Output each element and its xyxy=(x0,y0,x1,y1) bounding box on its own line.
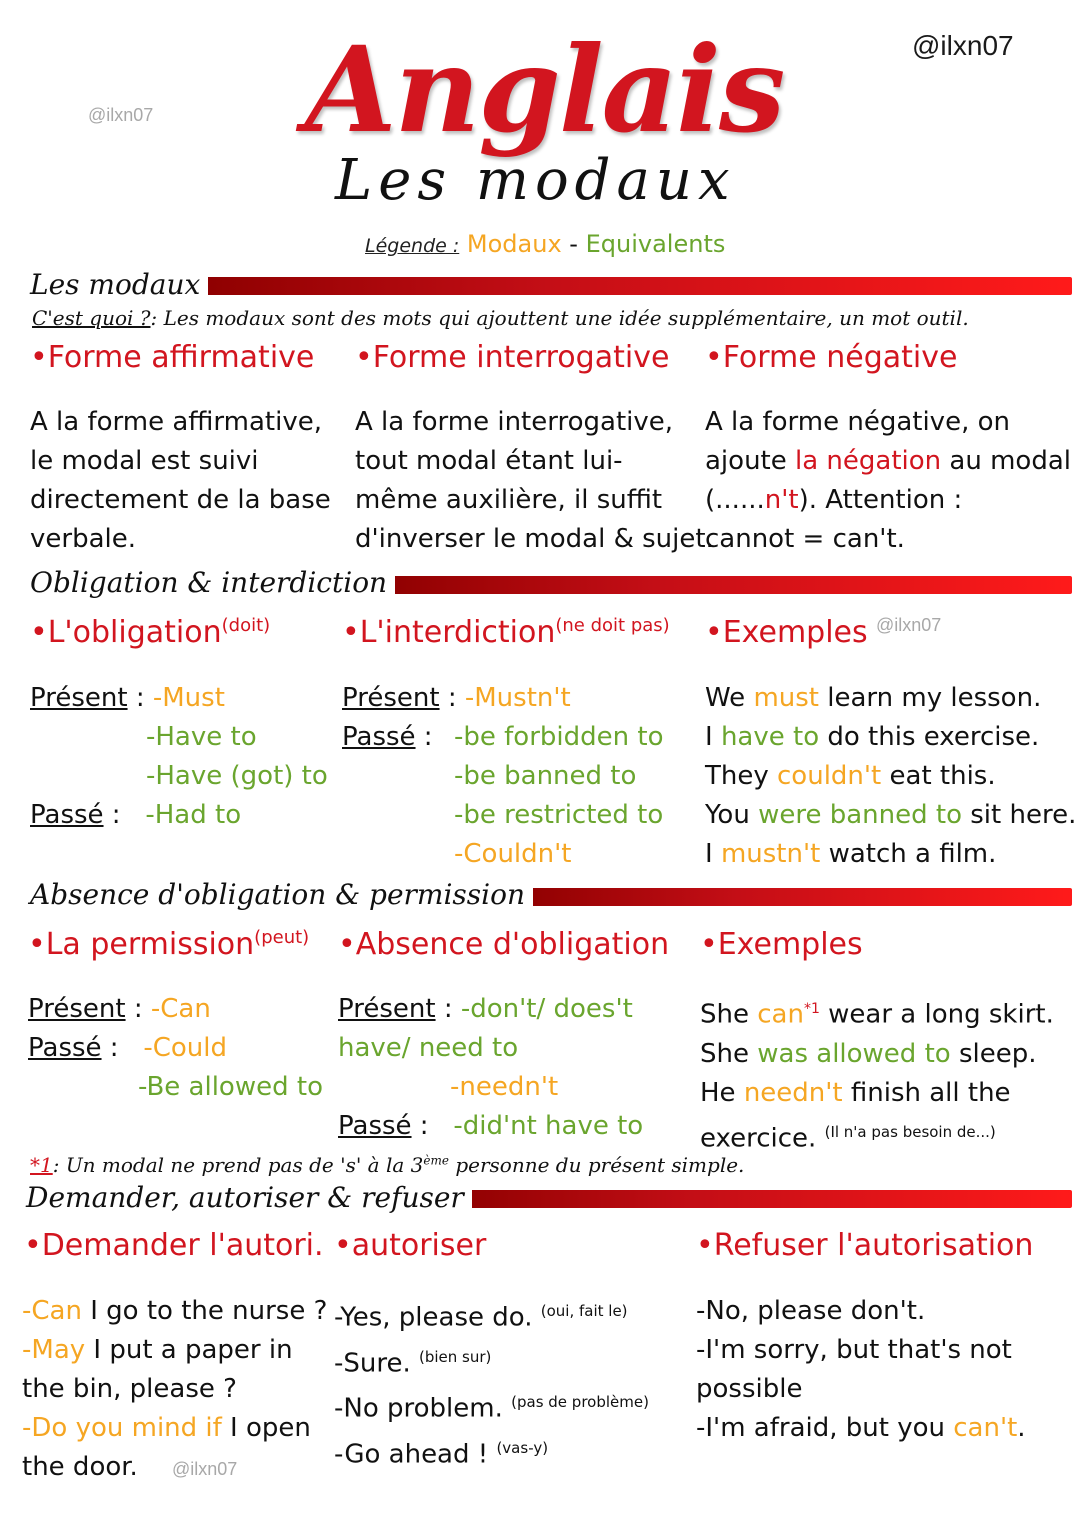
equivalent-term: -be banned to xyxy=(454,761,637,791)
text-line: même auxilière, il suffit xyxy=(355,485,663,515)
modal-term: needn't xyxy=(743,1077,843,1108)
legend-modaux: Modaux xyxy=(466,230,562,258)
text-span: I xyxy=(705,722,721,752)
section-title-obligation: Obligation & interdiction xyxy=(30,566,395,599)
text-line: possible xyxy=(696,1374,803,1404)
modal-term: couldn't xyxy=(777,761,882,791)
section-divider-bar xyxy=(200,277,1072,295)
text-line: directement de la base xyxy=(30,485,331,515)
autoriser-list xyxy=(334,1292,649,1475)
examples-obligation xyxy=(705,679,1076,874)
example-line xyxy=(700,1113,1054,1159)
heading-demander: •Demander l'autori. xyxy=(24,1228,324,1263)
page-subtitle: Les modaux xyxy=(335,148,736,213)
text-line xyxy=(22,1409,327,1448)
footnote-sup: ème xyxy=(423,1153,449,1168)
text-span: au modal xyxy=(941,446,1071,476)
heading-permission xyxy=(28,927,309,962)
text-span: do this exercise. xyxy=(819,722,1040,752)
text-line xyxy=(22,1331,327,1370)
modal-term: -Must xyxy=(152,683,225,713)
heading-exemples-obligation: •Exemples xyxy=(705,615,868,650)
text-line: Passé : -did'nt have to xyxy=(338,1111,644,1141)
definition-text: : Les modaux sont des mots qui ajouttent une idée supplémentaire, un mot outil. xyxy=(150,306,969,330)
text-forme-negative xyxy=(705,403,1071,559)
section-divider-bar xyxy=(515,888,1072,906)
modal-term: -needn't xyxy=(450,1072,559,1102)
section-title-demander: Demander, autoriser & refuser xyxy=(26,1181,472,1214)
equivalent-term: -be restricted to xyxy=(454,800,664,830)
legend xyxy=(365,230,725,258)
example-line xyxy=(705,796,1076,835)
translation-note: (Il n'a pas besoin de...) xyxy=(824,1122,996,1141)
heading-forme-affirmative: •Forme affirmative xyxy=(30,340,315,375)
demander-list xyxy=(22,1292,327,1487)
tense-label: Passé xyxy=(342,722,416,752)
example-line xyxy=(705,835,1076,874)
footnote-mark: *1 xyxy=(30,1153,53,1177)
definition xyxy=(32,306,969,330)
text-span: ). Attention : xyxy=(798,485,963,515)
text-line xyxy=(705,442,1071,481)
tense-label: Passé xyxy=(30,800,104,830)
text-line: Passé : xyxy=(342,722,433,752)
modal-term: -May xyxy=(22,1335,86,1365)
tense-label: Présent xyxy=(28,994,126,1024)
text-forme-interrogative xyxy=(355,403,714,559)
text-line xyxy=(22,1292,327,1331)
modal-term: -Do you mind if xyxy=(22,1413,222,1443)
text-span: exercice. xyxy=(700,1123,817,1154)
text-span: I go to the nurse ? xyxy=(81,1296,328,1326)
permission-list xyxy=(28,990,328,1120)
text-forme-affirmative xyxy=(30,403,331,559)
text-line: A la forme interrogative, xyxy=(355,407,674,437)
text-span: watch a film. xyxy=(820,839,997,869)
tense-label: Présent xyxy=(342,683,440,713)
heading-note: (ne doit pas) xyxy=(555,615,670,636)
text-line: A la forme affirmative, xyxy=(30,407,322,437)
negation-term: n't xyxy=(764,485,799,515)
text-span: finish all the xyxy=(842,1077,1011,1108)
text-line: tout modal étant lui- xyxy=(355,446,623,476)
text-line: -I'm sorry, but that's not xyxy=(696,1335,1012,1365)
text-span: They xyxy=(705,761,778,791)
text-line: cannot = can't. xyxy=(705,524,905,554)
text-line: -No, please don't. xyxy=(696,1296,926,1326)
text-line: d'inverser le modal & sujet. xyxy=(355,524,714,554)
equivalent-term: -don't/ does't xyxy=(460,994,633,1024)
text-line: Passé : -Could xyxy=(28,1033,228,1063)
equivalent-term: -be forbidden to xyxy=(454,722,664,752)
modal-term: -Couldn't xyxy=(454,839,572,869)
text-line xyxy=(334,1383,649,1429)
text-line: verbale. xyxy=(30,524,136,554)
heading-absence-obligation: •Absence d'obligation xyxy=(338,927,670,962)
tense-label: Passé xyxy=(338,1111,412,1141)
tense-label: Présent xyxy=(30,683,128,713)
section-divider-bar xyxy=(446,1190,1072,1208)
modal-term: mustn't xyxy=(720,839,821,869)
equivalent-term: was allowed to xyxy=(757,1038,951,1069)
absence-obligation-list xyxy=(338,990,688,1150)
definition-label: C'est quoi ? xyxy=(32,306,151,330)
text-span: wear a long skirt. xyxy=(819,999,1054,1030)
text-span: -I'm afraid, but you xyxy=(696,1413,954,1443)
heading-exemples-permission: •Exemples xyxy=(700,927,863,962)
modal-term: -Can xyxy=(22,1296,82,1326)
heading-obligation xyxy=(30,615,270,650)
text-span: -Sure. xyxy=(334,1348,411,1379)
footnote xyxy=(30,1153,744,1177)
watermark-top-right: @ilxn07 xyxy=(912,30,1014,61)
watermark-top-left: @ilxn07 xyxy=(88,105,154,125)
modal-term: can xyxy=(757,999,804,1030)
refuser-list xyxy=(696,1292,1026,1448)
text-line: Présent : -Can xyxy=(28,994,211,1024)
text-span: He xyxy=(700,1077,744,1108)
heading-note: (doit) xyxy=(221,615,271,636)
equivalent-term: were banned to xyxy=(758,800,962,830)
modal-term: -Can xyxy=(150,994,211,1024)
translation-note: (oui, fait le) xyxy=(540,1302,628,1320)
text-line: Présent : -Must xyxy=(30,683,225,713)
heading-autoriser: •autoriser xyxy=(334,1228,487,1263)
text-span: learn my lesson. xyxy=(819,683,1042,713)
obligation-list xyxy=(30,679,340,879)
example-line xyxy=(700,1035,1054,1074)
legend-equivalents: Equivalents xyxy=(585,230,726,258)
equivalent-term: -Be allowed to xyxy=(138,1072,323,1102)
text-line: Présent : -Mustn't xyxy=(342,683,571,713)
heading-text: •La permission xyxy=(28,927,255,962)
translation-note: (pas de problème) xyxy=(511,1393,649,1412)
heading-refuser: •Refuser l'autorisation xyxy=(696,1228,1034,1263)
text-span: -Yes, please do. xyxy=(334,1302,533,1333)
text-span: I xyxy=(705,839,721,869)
page-title: Anglais xyxy=(305,20,784,159)
text-span: -Go ahead ! xyxy=(334,1439,489,1470)
examples-permission xyxy=(700,990,1054,1158)
heading-text: •L'obligation xyxy=(30,615,222,650)
modal-term: can't xyxy=(953,1413,1018,1443)
modal-term: -Could xyxy=(143,1033,228,1063)
legend-separator: - xyxy=(569,230,578,258)
equivalent-term: -Had to xyxy=(145,800,242,830)
text-line xyxy=(334,1429,649,1475)
legend-label: Légende : xyxy=(365,235,460,257)
equivalent-term: have/ need to xyxy=(338,1033,519,1063)
text-span: She xyxy=(700,999,758,1030)
heading-text: •L'interdiction xyxy=(342,615,556,650)
example-line xyxy=(705,679,1076,718)
translation-note: (bien sur) xyxy=(419,1347,492,1366)
watermark-bottom: @ilxn07 xyxy=(172,1459,238,1479)
translation-note: (vas-y) xyxy=(496,1438,549,1457)
footnote-text: : Un modal ne prend pas de 's' à la 3 xyxy=(52,1153,424,1177)
text-line xyxy=(696,1409,1026,1448)
section-divider-bar xyxy=(378,576,1072,594)
text-line: the bin, please ? xyxy=(22,1374,237,1404)
text-line xyxy=(334,1338,649,1384)
footnote-mark: *1 xyxy=(803,1001,820,1017)
text-span: ajoute xyxy=(705,446,795,476)
example-line xyxy=(705,718,1076,757)
watermark-mid: @ilxn07 xyxy=(876,615,942,635)
text-line xyxy=(705,481,1071,520)
negation-term: la négation xyxy=(795,446,942,476)
example-line xyxy=(705,757,1076,796)
text-span: . xyxy=(1017,1413,1026,1443)
equivalent-term: -Have (got) to xyxy=(146,761,328,791)
heading-interdiction xyxy=(342,615,670,650)
modal-term: must xyxy=(753,683,819,713)
text-span: eat this. xyxy=(881,761,996,791)
text-span: -No problem. xyxy=(334,1393,503,1424)
text-line: Passé : -Had to xyxy=(30,800,242,830)
text-span: You xyxy=(705,800,759,830)
text-line: le modal est suivi xyxy=(30,446,259,476)
equivalent-term: have to xyxy=(720,722,820,752)
text-line xyxy=(334,1292,649,1338)
text-span: sit here. xyxy=(962,800,1077,830)
text-line: Présent : -don't/ does't xyxy=(338,994,633,1024)
text-span: the door. xyxy=(22,1452,138,1482)
text-span: (...... xyxy=(705,485,765,515)
footnote-text: personne du présent simple. xyxy=(448,1153,745,1177)
heading-forme-negative: •Forme négative xyxy=(705,340,958,375)
text-line: A la forme négative, on xyxy=(705,407,1010,437)
text-span: She xyxy=(700,1038,758,1069)
tense-label: Présent xyxy=(338,994,436,1024)
text-span: I put a paper in xyxy=(85,1335,293,1365)
section-title-permission: Absence d'obligation & permission xyxy=(30,878,533,911)
heading-note: (peut) xyxy=(254,927,310,948)
text-span: We xyxy=(705,683,754,713)
example-line xyxy=(700,990,1054,1035)
text-span: I open xyxy=(221,1413,311,1443)
interdiction-list xyxy=(342,679,687,879)
modal-term: -Mustn't xyxy=(464,683,571,713)
text-span: sleep. xyxy=(950,1038,1037,1069)
equivalent-term: -did'nt have to xyxy=(453,1111,644,1141)
heading-forme-interrogative: •Forme interrogative xyxy=(355,340,670,375)
section-title-modaux: Les modaux xyxy=(30,268,208,301)
equivalent-term: -Have to xyxy=(146,722,257,752)
tense-label: Passé xyxy=(28,1033,102,1063)
example-line xyxy=(700,1074,1054,1113)
